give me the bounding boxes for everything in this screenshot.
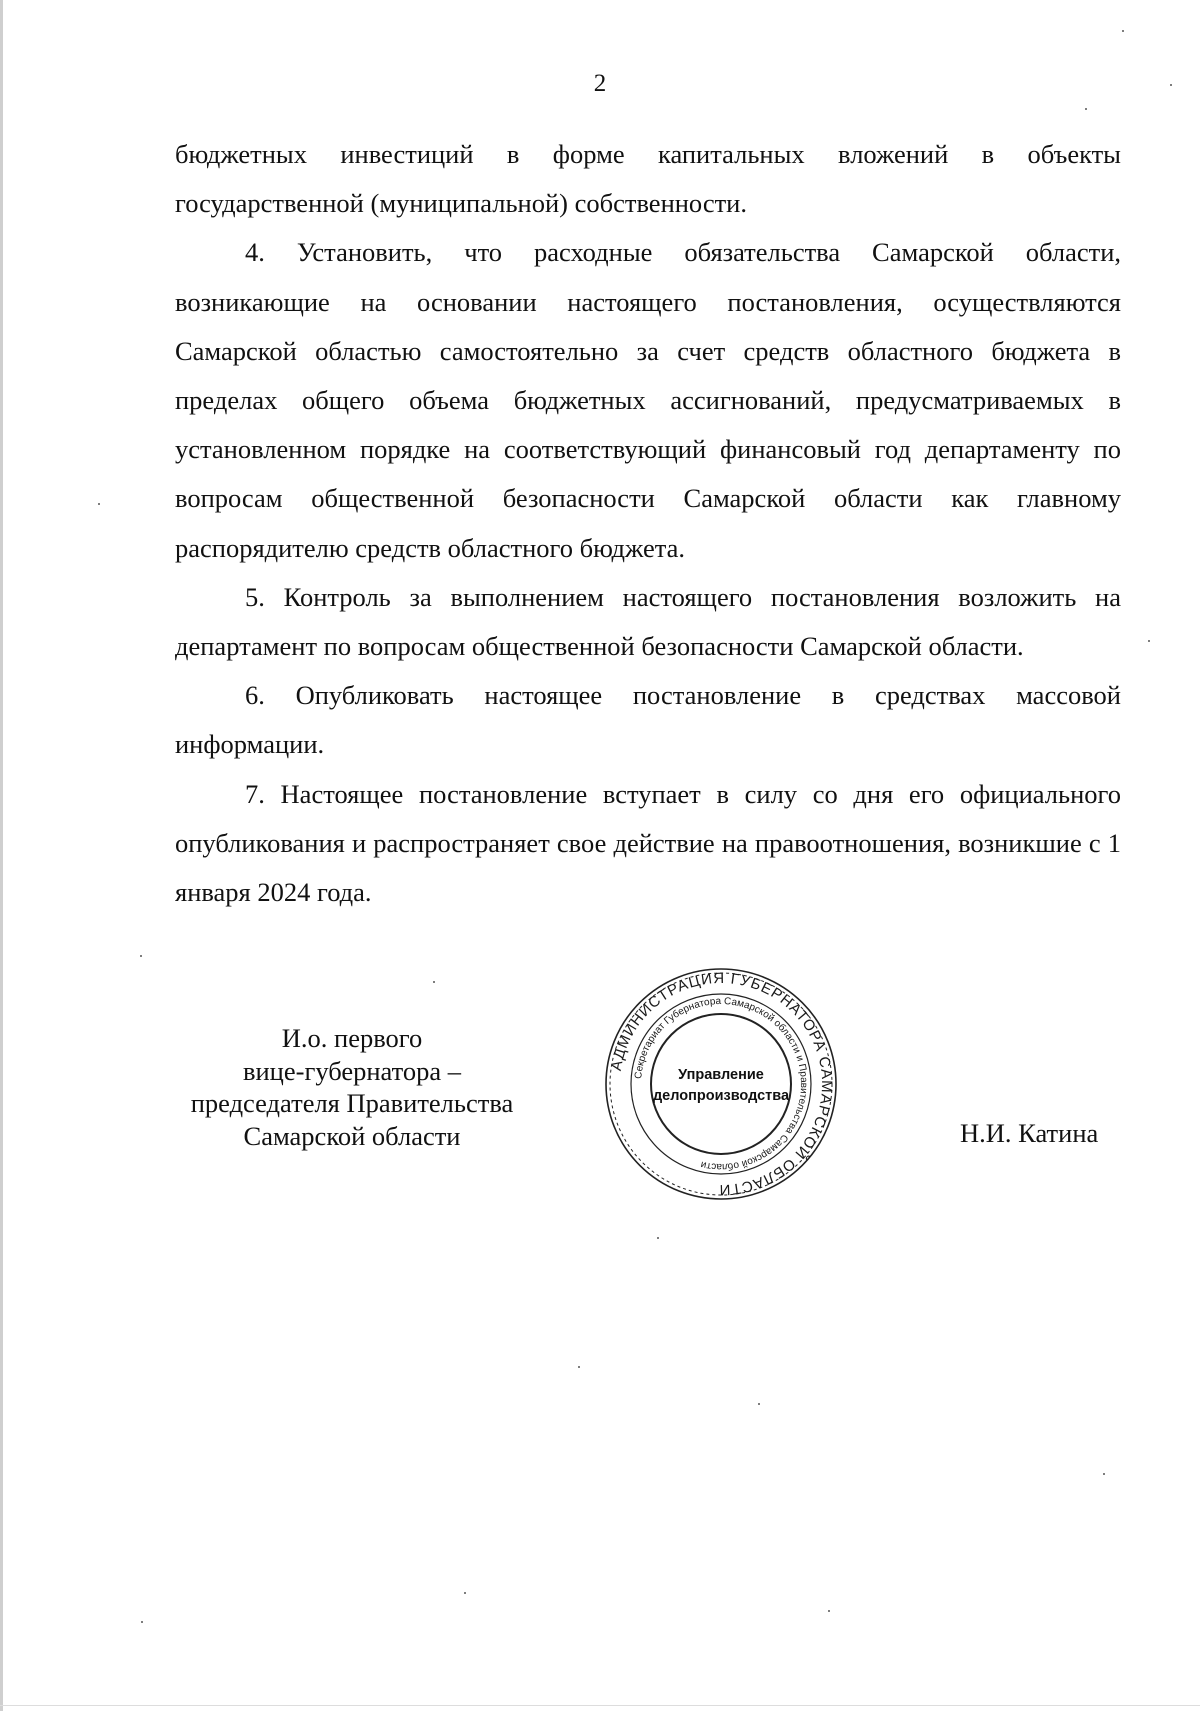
- scan-edge: [0, 0, 3, 1711]
- scan-speck: [1085, 108, 1087, 110]
- document-body: [175, 130, 1121, 917]
- seal-graphic: [603, 966, 839, 1202]
- scan-speck: [1103, 1473, 1105, 1475]
- scan-speck: [98, 503, 100, 505]
- paragraph-5-control: 5. Контроль за выполнением настоящего постановления возложить на департамент по вопросам общественной безопасности Самарской области.: [175, 581, 1121, 662]
- paragraph-continuation: бюджетных инвестиций в форме капитальных вложений в объекты государственной (муниципальной) собственности.: [175, 139, 1121, 219]
- scan-speck: [141, 1621, 143, 1623]
- scan-speck: [657, 1237, 659, 1239]
- paragraph-7-entry-into-force: 7. Настоящее постановление вступает в силу со дня его официального опубликования и распространяет свое действие на правоотношения, возникшие с 1 января 2024 года.: [175, 778, 1121, 908]
- scan-speck: [140, 955, 142, 957]
- official-seal-stamp: [603, 966, 839, 1202]
- paragraph-4-expenditure-obligations: 4. Установить, что расходные обязательства Самарской области, возникающие на основании настоящего постановления, осуществляются Самарской областью самостоятельно за счет средств областного бюджета в пределах общего объема бюджетных ассигнований, предусматриваемых в установленном порядке на соответствующий финансовый год департаменту по вопросам общественной безопасности Самарской области как главному распорядителю средств областного бюджета.: [175, 237, 1121, 563]
- seal-inner-text: Секретариат Губернатора Самарской области и Правительства Самарской области: [633, 995, 810, 1173]
- scan-speck: [578, 1366, 580, 1368]
- scan-speck: [1170, 84, 1172, 86]
- page-number: 2: [593, 70, 607, 97]
- seal-center-line: Управление: [678, 1067, 764, 1083]
- scan-speck: [828, 1610, 830, 1612]
- seal-center-line: делопроизводства: [652, 1088, 790, 1104]
- scan-speck: [1148, 640, 1150, 642]
- signatory-line: Самарской области: [243, 1120, 461, 1151]
- signatory-position: [172, 1022, 532, 1152]
- scan-speck: [758, 1403, 760, 1405]
- scan-speck: [464, 1592, 466, 1594]
- scan-edge: [0, 1705, 1200, 1706]
- scan-speck: [433, 981, 435, 983]
- paragraph-6-publication: 6. Опубликовать настоящее постановление в средствах массовой информации.: [175, 680, 1121, 760]
- scan-speck: [1122, 30, 1124, 32]
- signatory-line: И.о. первого: [281, 1023, 423, 1053]
- signatory-line: председателя Правительства: [190, 1088, 514, 1118]
- signer-name: Н.И. Катина: [960, 1118, 1099, 1148]
- signatory-line: вице-губернатора –: [242, 1055, 461, 1086]
- seal-outer-text: АДМИНИСТРАЦИЯ ГУБЕРНАТОРА САМАРСКОЙ ОБЛАСТИ: [607, 969, 836, 1199]
